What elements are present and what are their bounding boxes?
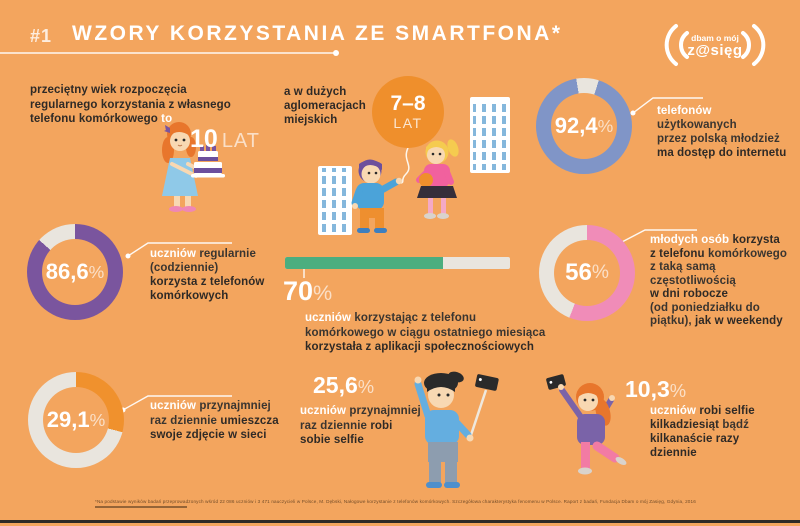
stat-social-value: 70%	[283, 276, 333, 306]
caption-line: uczniów robi selfie	[650, 405, 755, 417]
donut-weekdays	[539, 225, 635, 321]
caption-line: z taką samą	[650, 261, 716, 273]
donut-photo-value: 29,1 %	[46, 407, 106, 432]
stat-selfie-many-value: 10,3%	[625, 376, 687, 402]
stat-age-value	[190, 125, 260, 154]
donut-daily-use	[27, 224, 123, 320]
caption-line: częstotliwością	[650, 274, 736, 287]
girl-selfie-illustration	[535, 370, 630, 488]
caption-line: uczniów przynajmniej	[150, 400, 271, 412]
caption-line: uczniów regularnie	[150, 248, 256, 260]
donut-weekdays-value: 56 %	[565, 259, 609, 286]
city-age-unit: LAT	[393, 115, 423, 131]
caption-line: telefonów	[657, 105, 712, 117]
caption-line: swoje zdjęcie w sieci	[150, 429, 267, 441]
stat-selfie-daily-caption	[300, 404, 421, 448]
caption-line: telefonu komórkowego to	[30, 113, 173, 125]
caption-line: (codziennie)	[150, 262, 219, 274]
stat-weekdays-caption	[650, 234, 787, 329]
caption-line: raz dziennie umieszcza	[150, 414, 279, 427]
caption-line: korzystała z aplikacji społecznościowych	[305, 341, 534, 353]
stat-daily-caption	[150, 247, 264, 303]
caption-line: przez polską młodzież	[657, 133, 780, 145]
caption-line: komórkowego w ciągu ostatniego miesiąca	[305, 326, 546, 339]
balloon-age-badge	[372, 76, 444, 148]
page-title: WZORY KORZYSTANIA ZE SMARTFONA*	[72, 22, 563, 45]
bottom-rule	[0, 520, 800, 523]
caption-line: raz dziennie robi	[300, 419, 393, 432]
logo-text	[652, 22, 778, 68]
caption-line: uczniów korzystając z telefonu	[305, 312, 477, 324]
caption-line: a w dużych	[284, 86, 347, 98]
caption-line: uczniów przynajmniej	[300, 405, 421, 417]
caption-line: z telefonu komórkowego	[650, 247, 788, 260]
caption-line: młodych osób korzysta	[650, 234, 780, 246]
footnote-fineprint-line	[95, 506, 187, 508]
donut-internet-access	[536, 78, 632, 174]
caption-line: aglomeracjach	[284, 100, 366, 112]
age-unit: LAT	[221, 130, 261, 152]
caption-line: kilkanaście razy	[650, 433, 740, 445]
stat-selfie-many-caption	[650, 404, 755, 460]
stat-selfie-daily-value: 25,6%	[313, 372, 375, 398]
caption-line: regularnego korzystania z własnego	[30, 98, 231, 111]
donut-daily-value: 86,6 %	[45, 259, 105, 284]
caption-line: komórkowych	[150, 290, 229, 302]
donut-internet-value: 92,4 %	[554, 113, 614, 138]
caption-line: dziennie	[650, 447, 697, 459]
city-age-value: 7–8	[390, 92, 426, 115]
caption-line: miejskich	[284, 114, 338, 126]
age-value: 10	[190, 125, 218, 153]
caption-line: piątku), jak w weekendy	[650, 315, 783, 327]
caption-line: użytkowanych	[657, 119, 737, 131]
caption-line: ma dostęp do internetu	[657, 147, 787, 159]
progress-bar-fill	[285, 257, 443, 269]
logo-line2: z@sięg	[687, 41, 743, 59]
caption-line: przeciętny wiek rozpoczęcia	[30, 84, 187, 96]
footnote-source: *Na podstawie wyników badań przeprowadzonych wśród 22 086 uczniów i 3 471 nauczycieli w Polsce, M. Dębski, Nałogowe korzystanie z telefonów komórkowych. Szczegółowa charakterystyka fenomenu w Polsce. Raport z badań, Fundacja Dbam o mój Zasięg, Gdynia, 2016	[95, 499, 696, 504]
caption-line: kilkadziesiąt bądź	[650, 419, 749, 431]
caption-line: sobie selfie	[300, 434, 364, 446]
dbam-o-moj-zasieg-logo	[652, 22, 778, 68]
stat-internet-caption	[657, 104, 786, 160]
caption-line: korzysta z telefonów	[150, 276, 265, 288]
progress-bar-social-apps	[285, 257, 510, 269]
stat-photo-caption	[150, 399, 279, 443]
caption-line: (od poniedziałku do	[650, 301, 760, 314]
logo-line1: dbam o mój	[691, 32, 739, 43]
stat-social-caption	[305, 311, 545, 355]
caption-line: w dni robocze	[650, 288, 728, 300]
donut-photo-upload	[28, 372, 124, 468]
boy-selfie-stick-illustration	[410, 368, 510, 490]
header-number: #1	[30, 26, 53, 46]
